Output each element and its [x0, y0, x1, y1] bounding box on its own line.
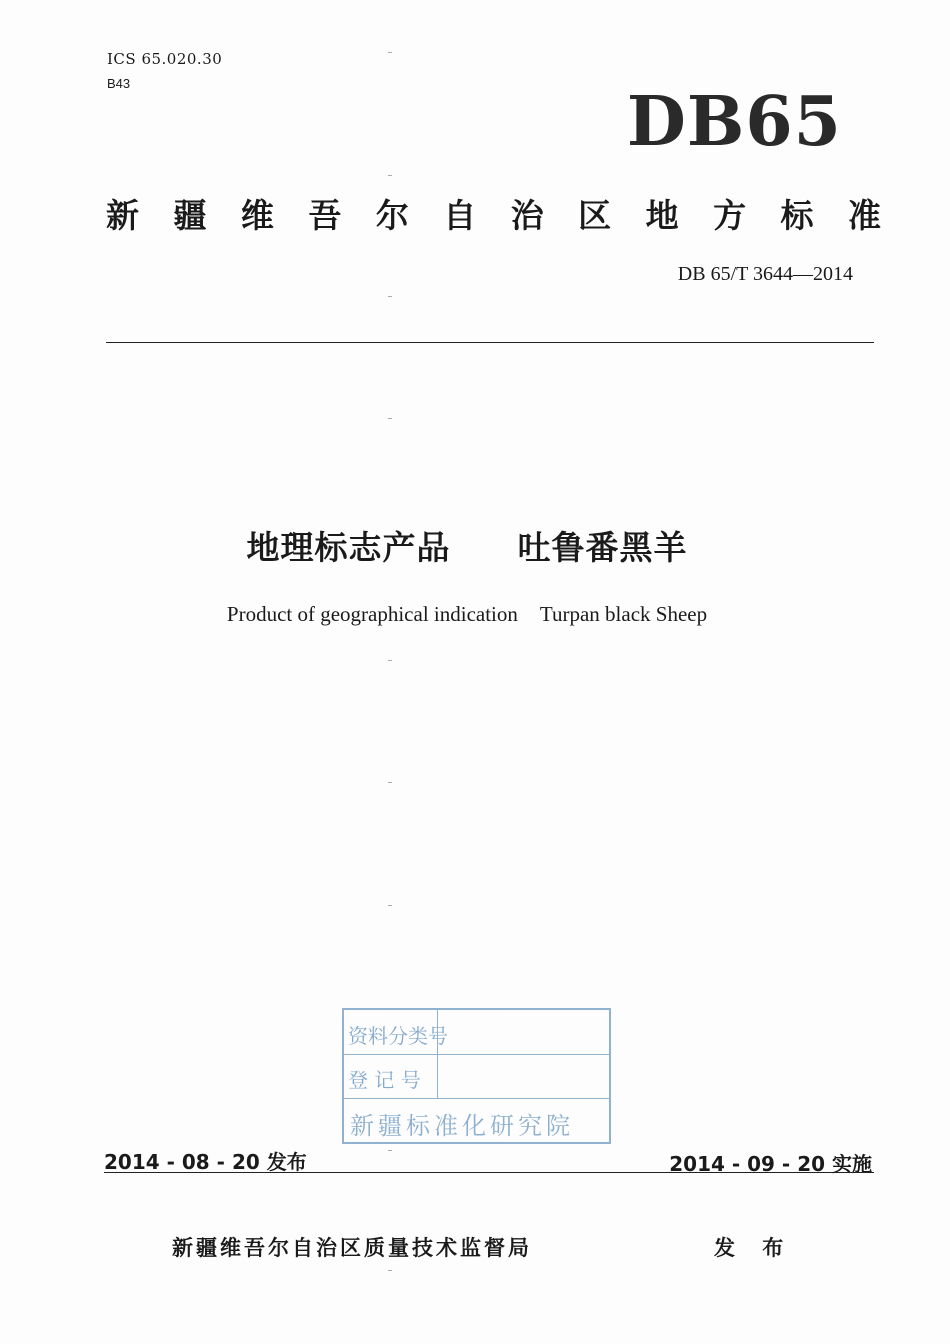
scan-mark	[388, 418, 392, 419]
heading-char: 吾	[308, 196, 342, 235]
classification-code: B43	[107, 76, 131, 91]
heading-char: 地	[645, 196, 679, 235]
heading-char: 区	[578, 196, 612, 235]
top-divider	[106, 342, 874, 343]
title-cn-part1: 地理标志产品	[246, 528, 451, 567]
heading-char: 自	[443, 196, 477, 235]
scan-mark	[388, 296, 392, 297]
title-cn-part2: 吐鲁番黑羊	[517, 528, 688, 567]
ics-code: ICS 65.020.30	[107, 50, 223, 68]
scan-mark	[388, 782, 392, 783]
heading-char: 维	[240, 196, 274, 235]
registration-stamp	[342, 1008, 611, 1144]
publisher-name: 新疆维吾尔自治区质量技术监督局	[172, 1236, 532, 1260]
title-en-part1: Product of geographical indication	[226, 602, 518, 626]
issue-date: 2014 - 08 - 20 发布	[104, 1150, 307, 1174]
standard-code: DB 65/T 3644—2014	[677, 263, 853, 285]
heading-char: 治	[510, 196, 544, 235]
stamp-label-classification: 资料分类号	[348, 1024, 448, 1048]
scan-mark	[388, 660, 392, 661]
title-english	[0, 602, 934, 627]
heading-char: 尔	[375, 196, 409, 235]
scan-mark	[388, 1270, 392, 1271]
scan-mark	[388, 52, 392, 53]
scan-mark	[388, 905, 392, 906]
scan-mark	[388, 1150, 392, 1151]
title-en-part2: Turpan black Sheep	[539, 602, 708, 626]
scan-mark	[388, 175, 392, 176]
implementation-date: 2014 - 09 - 20 实施	[669, 1152, 872, 1176]
heading-char: 方	[713, 196, 747, 235]
standard-type-heading	[106, 190, 881, 237]
stamp-organization: 新疆标准化研究院	[350, 1112, 574, 1140]
bottom-divider	[104, 1172, 874, 1173]
title-chinese	[0, 522, 934, 569]
db-logo: DB65	[626, 82, 842, 162]
heading-char: 准	[847, 196, 881, 235]
heading-char: 疆	[173, 196, 207, 235]
heading-char: 新	[106, 196, 139, 235]
publish-label: 发 布	[714, 1236, 794, 1260]
stamp-label-registration: 登 记 号	[348, 1068, 421, 1092]
heading-char: 标	[780, 196, 814, 235]
